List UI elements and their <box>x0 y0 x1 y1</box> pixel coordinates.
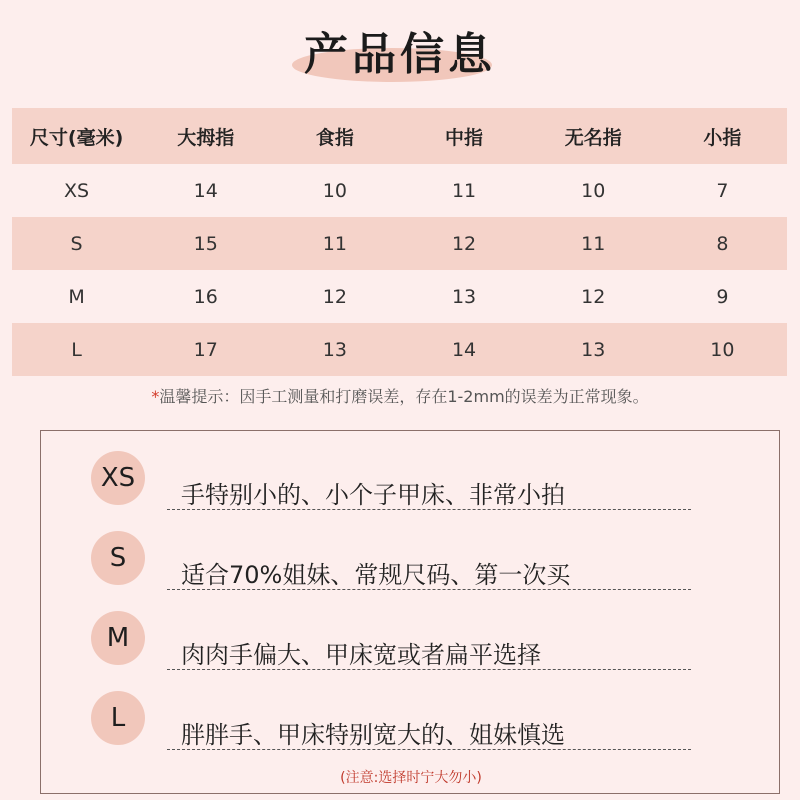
dashed-divider <box>167 589 691 590</box>
table-cell: 17 <box>141 323 270 376</box>
selection-footnote: (注意:选择时宁大勿小) <box>340 770 482 786</box>
table-cell: L <box>12 323 141 376</box>
dashed-divider <box>167 749 691 750</box>
table-cell: XS <box>64 179 90 202</box>
size-description: 手特别小的、小个子甲床、非常小拍 <box>181 481 565 509</box>
table-cell: 12 <box>399 217 528 270</box>
table-cell: 10 <box>658 323 787 376</box>
table-cell: 13 <box>270 323 399 376</box>
table-cell: 15 <box>141 217 270 270</box>
page-title: 产品信息 <box>304 29 496 80</box>
guide-item-m <box>41 607 781 677</box>
table-cell: M <box>68 285 85 308</box>
header-ring: 无名指 <box>529 108 658 164</box>
guide-item-xs <box>41 447 781 517</box>
size-badge: L <box>91 691 145 745</box>
table-cell: S <box>12 217 141 270</box>
size-description: 胖胖手、甲床特别宽大的、姐妹慎选 <box>181 721 565 749</box>
table-cell: 10 <box>322 179 347 202</box>
header-thumb: 大拇指 <box>141 108 270 164</box>
table-cell: 12 <box>322 285 347 308</box>
table-cell: 11 <box>451 179 477 202</box>
table-cell: 7 <box>716 179 729 202</box>
table-cell: 14 <box>193 179 218 202</box>
table-cell: 14 <box>399 323 528 376</box>
size-description: 肉肉手偏大、甲床宽或者扁平选择 <box>181 641 541 669</box>
dashed-divider <box>167 509 691 510</box>
measurement-note <box>0 384 800 407</box>
header-middle: 中指 <box>399 108 528 164</box>
guide-item-s <box>41 527 781 597</box>
note-text: 温馨提示：因手工测量和打磨误差，存在1-2mm的误差为正常现象。 <box>159 387 649 406</box>
size-guide-box <box>40 430 780 794</box>
table-cell: 16 <box>193 285 218 308</box>
table-header-row <box>12 108 787 164</box>
title-area <box>0 14 800 84</box>
table-cell: 11 <box>270 217 399 270</box>
dashed-divider <box>167 669 691 670</box>
size-description: 适合70%姐妹、常规尺码、第一次买 <box>181 561 571 589</box>
header-index: 食指 <box>270 108 399 164</box>
table-cell: 11 <box>529 217 658 270</box>
table-row <box>12 323 787 376</box>
table-cell: 13 <box>451 285 477 308</box>
table-cell: 12 <box>581 285 606 308</box>
table-cell: 13 <box>529 323 658 376</box>
table-row <box>12 217 787 270</box>
size-badge: M <box>91 611 145 665</box>
header-size: 尺寸(毫米) <box>12 108 141 164</box>
guide-item-l <box>41 687 781 757</box>
table-cell: 9 <box>716 285 729 308</box>
table-row <box>12 164 787 217</box>
size-badge: XS <box>91 451 145 505</box>
size-table <box>12 108 787 376</box>
table-cell: 10 <box>581 179 606 202</box>
header-pinky: 小指 <box>658 108 787 164</box>
table-row <box>12 270 787 323</box>
table-cell: 8 <box>658 217 787 270</box>
size-badge: S <box>91 531 145 585</box>
note-star: * <box>151 387 160 406</box>
